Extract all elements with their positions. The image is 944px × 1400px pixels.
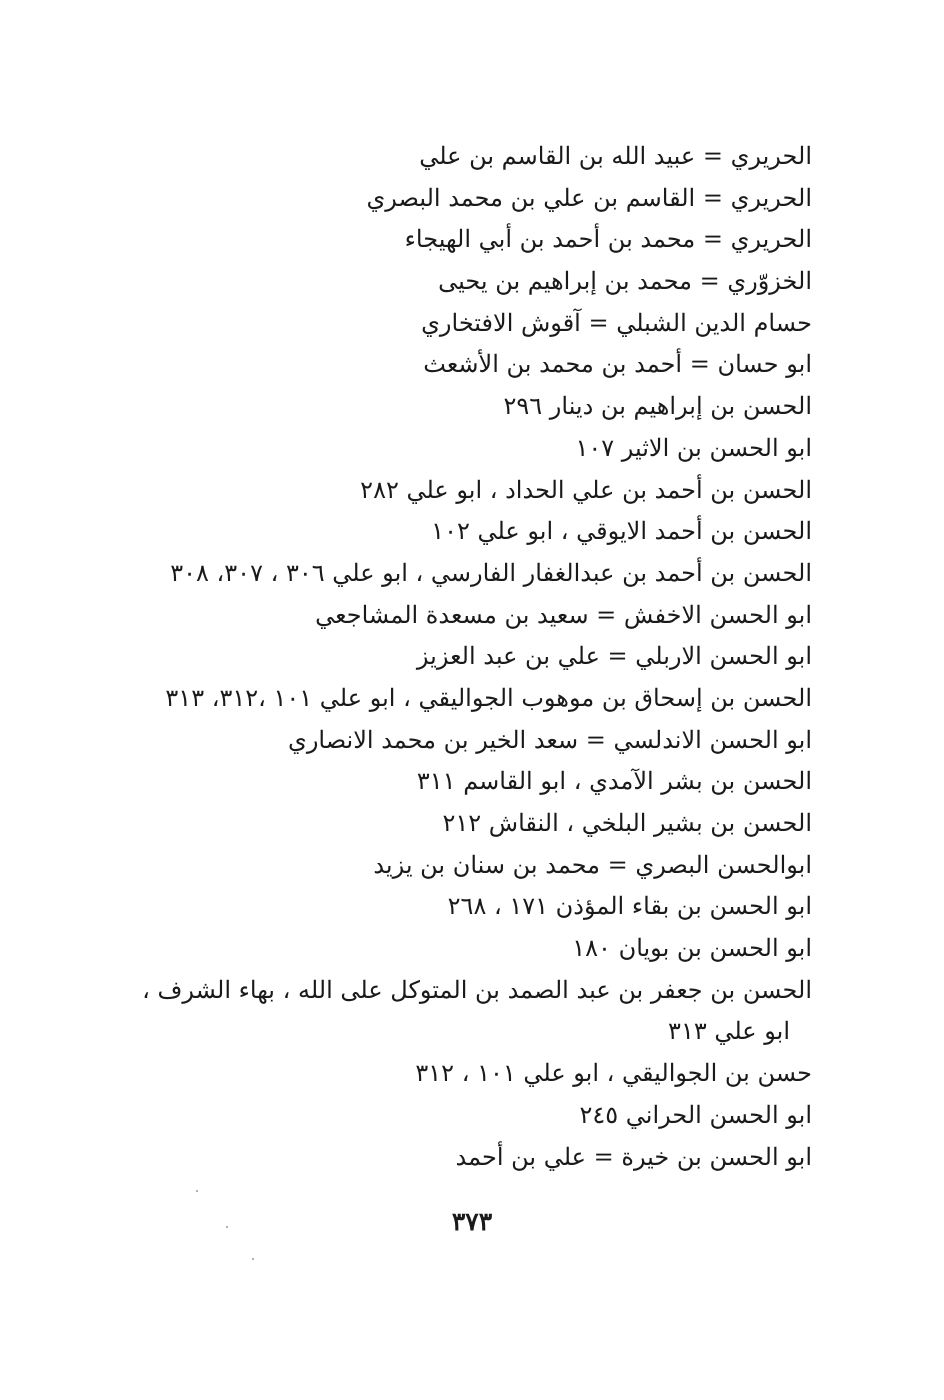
- index-entry: الحسن بن بشر الآمدي ، ابو القاسم ٣١١: [416, 767, 812, 796]
- index-entry: ابو الحسن بن الاثير ١٠٧: [575, 433, 812, 462]
- index-entry: ابو الحسن بن بويان ١٨٠: [572, 934, 812, 963]
- index-entry: الحسن بن إسحاق بن موهوب الجواليقي ، ابو علي ١٠١ ،٣١٢، ٣١٣: [165, 683, 812, 712]
- index-entry: الحسن بن بشير البلخي ، النقاش ٢١٢: [442, 809, 812, 837]
- index-entry: ابو الحسن الاخفش = سعيد بن مسعدة المشاجعي: [315, 600, 812, 629]
- index-entry: ابو الحسن بن خيرة = علي بن أحمد: [455, 1142, 812, 1171]
- index-entry: الحسن بن جعفر بن عبد الصمد بن المتوكل على الله ، بهاء الشرف ،: [142, 975, 812, 1004]
- index-entry: الحسن بن إبراهيم بن دينار ٢٩٦: [503, 392, 812, 421]
- index-entry: الحريري = محمد بن أحمد بن أبي الهيجاء: [404, 225, 812, 254]
- index-entry: ابو الحسن بن بقاء المؤذن ١٧١ ، ٢٦٨: [447, 892, 812, 921]
- index-entry: الخزوّري = محمد بن إبراهيم بن يحيى: [438, 267, 812, 296]
- scan-speck: [196, 1190, 198, 1192]
- page-number: ٣٧٣: [451, 1207, 493, 1236]
- index-entry: الحريري = القاسم بن علي بن محمد البصري: [366, 183, 812, 212]
- scan-speck: [252, 1258, 254, 1260]
- index-entry: الحريري = عبيد الله بن القاسم بن علي: [419, 142, 812, 170]
- index-entry: الحسن بن أحمد الايوقي ، ابو علي ١٠٢: [431, 517, 812, 546]
- index-entry: حسام الدين الشبلي = آقوش الافتخاري: [421, 308, 812, 337]
- index-entries: [112, 136, 812, 1178]
- index-entry-continuation: ابو علي ٣١٣: [668, 1017, 790, 1046]
- index-entry: ابوالحسن البصري = محمد بن سنان بن يزيد: [373, 850, 812, 879]
- index-entry: ابو الحسن الحراني ٢٤٥: [579, 1100, 812, 1129]
- index-entry: الحسن بن أحمد بن عبدالغفار الفارسي ، ابو علي ٣٠٦ ، ٣٠٧، ٣٠٨: [170, 558, 812, 587]
- index-entry: الحسن بن أحمد بن علي الحداد ، ابو علي ٢٨٢: [360, 475, 812, 504]
- index-entry: حسن بن الجواليقي ، ابو علي ١٠١ ، ٣١٢: [415, 1059, 812, 1088]
- index-entry: ابو حسان = أحمد بن محمد بن الأشعث: [423, 350, 812, 379]
- scan-speck: [226, 1226, 228, 1228]
- index-entry: ابو الحسن الاربلي = علي بن عبد العزيز: [416, 642, 812, 671]
- index-entry: ابو الحسن الاندلسي = سعد الخير بن محمد الانصاري: [288, 725, 812, 754]
